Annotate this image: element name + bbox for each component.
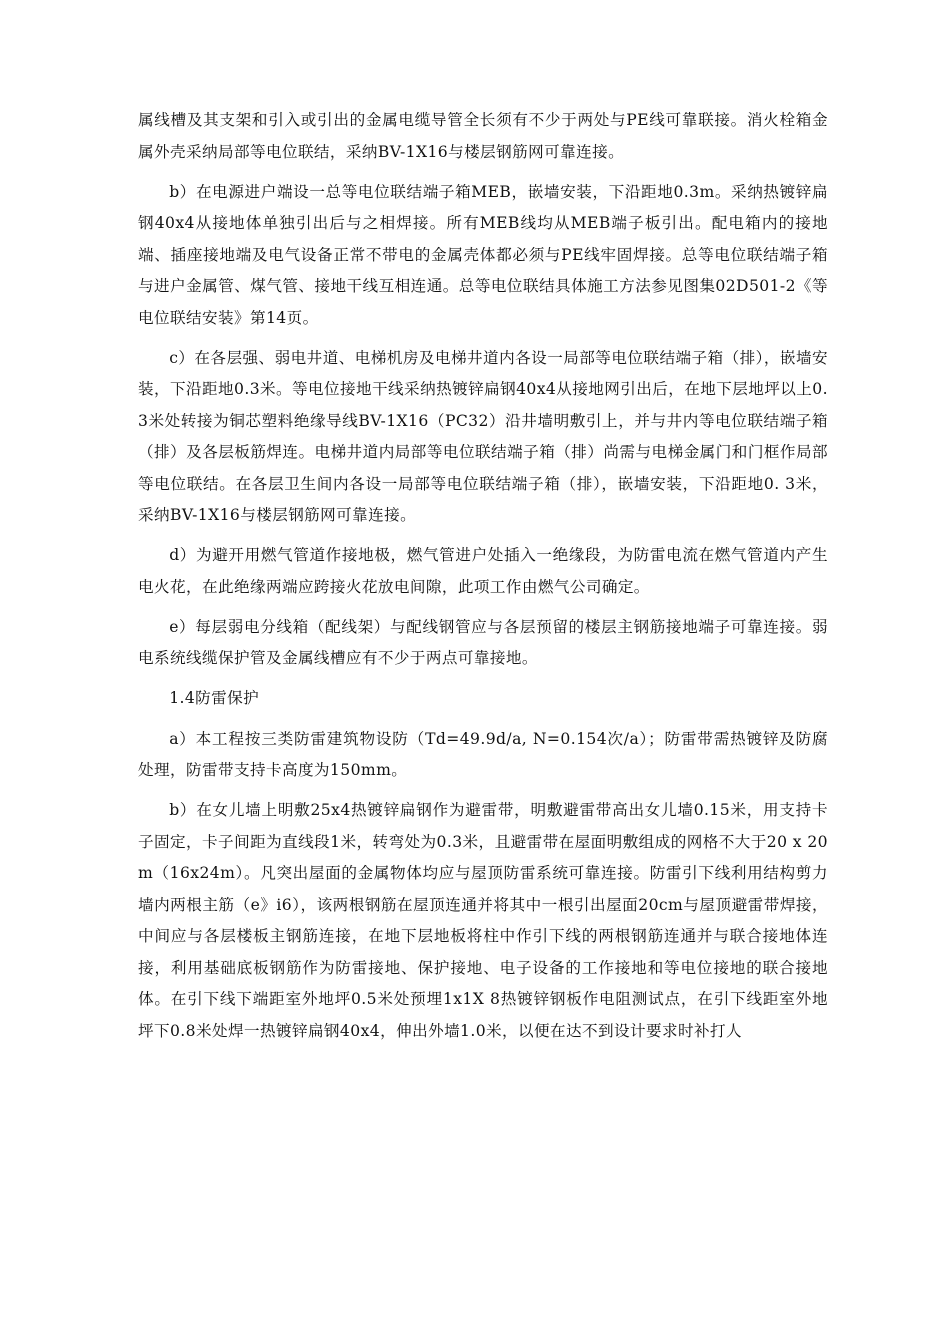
paragraph-lightning-b: b）在女儿墙上明敷25x4热镀锌扁钢作为避雷带，明敷避雷带高出女儿墙0.15米，用支持卡子固定，卡子间距为直线段1米，转弯处为0.3米，且避雷带在屋面明敷组成的网格不大于20 x 20m（16x24m）。凡突出屋面的金属物体均应与屋顶防雷系统可靠连接。防雷引下线利用结构剪力墙内两根主筋（e》i6），该两根钢筋在屋顶连通并将其中一根引出屋面20cm与屋顶避雷带焊接，中间应与各层楼板主钢筋连接，在地下层地板将柱中作引下线的两根钢筋连通并与联合接地体连接，利用基础底板钢筋作为防雷接地、保护接地、电子设备的工作接地和等电位接地的联合接地体。在引下线下端距室外地坪0.5米处预埋1x1X 8热镀锌钢板作电阻测试点，在引下线距室外地坪下0.8米处焊一热镀锌扁钢40x4，伸出外墙1.0米，以便在达不到设计要求时补打人 xyxy=(138,801,828,1040)
paragraph-e-weak-current: e）每层弱电分线箱（配线架）与配线钢管应与各层预留的楼层主钢筋接地端子可靠连接。弱电系统线缆保护管及金属线槽应有不少于两点可靠接地。 xyxy=(138,617,828,668)
paragraph-d-gas-pipe: d）为避开用燃气管道作接地极，燃气管进户处插入一绝缘段，为防雷电流在燃气管道内产生电火花，在此绝缘两端应跨接火花放电间隙，此项工作由燃气公司确定。 xyxy=(138,546,828,596)
paragraph-c-local-bonding: c）在各层强、弱电井道、电梯机房及电梯井道内各设一局部等电位联结端子箱（排），嵌墙安装，下沿距地0.3米。等电位接地干线采纳热镀锌扁钢40x4从接地网引出后，在地下层地坪以上0.3米处转接为铜芯塑料绝缘导线BV-1X16（PC32）沿井墙明敷引上，并与井内等电位联结端子箱（排）及各层板筋焊连。电梯井道内局部等电位联结端子箱（排）尚需与电梯金属门和门框作局部等电位联结。在各层卫生间内各设一局部等电位联结端子箱（排），嵌墙安装，下沿距地0. 3米，采纳BV-1X16与楼层钢筋网可靠连接。 xyxy=(138,348,828,525)
document-page xyxy=(138,105,828,1056)
paragraph-b-meb: b）在电源进户端设一总等电位联结端子箱MEB，嵌墙安装，下沿距地0.3m。采纳热镀锌扁钢40x4从接地体单独引出后与之相焊接。所有MEB线均从MEB端子板引出。配电箱内的接地端、插座接地端及电气设备正常不带电的金属壳体都必须与PE线牢固焊接。总等电位联结端子箱与进户金属管、煤气管、接地干线互相连通。总等电位联结具体施工方法参见图集02D501-2《等电位联结安装》第14页。 xyxy=(138,182,828,327)
paragraph-lightning-a: a）本工程按三类防雷建筑物设防（Td=49.9d/a, N=0.154次/a）；防雷带需热镀锌及防腐处理，防雷带支持卡高度为150mm。 xyxy=(138,729,828,780)
section-heading-lightning-protection: 1.4防雷保护 xyxy=(169,689,260,708)
paragraph-intro: 属线槽及其支架和引入或引出的金属电缆导管全长须有不少于两处与PE线可靠联接。消火栓箱金属外壳采纳局部等电位联结，采纳BV-1X16与楼层钢筋网可靠连接。 xyxy=(138,111,828,161)
